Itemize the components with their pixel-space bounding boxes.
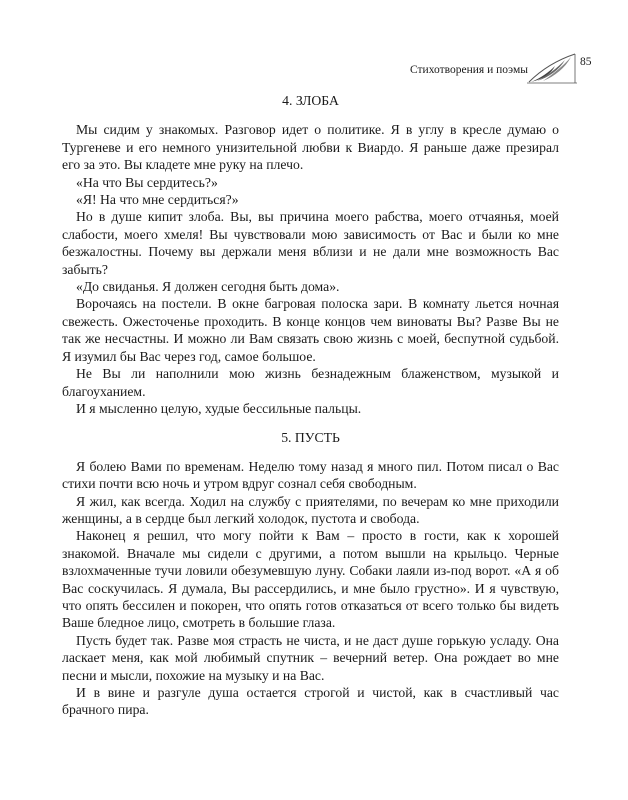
running-header xyxy=(410,52,600,92)
paragraph: Пусть будет так. Разве моя страсть не чиста, и не даст душе горькую усладу. Она ласкает меня, как мой любимый спутник – вечерний ветер. Она рождает во мне песни и мысли, похожие на музыку и на Вас. xyxy=(62,632,559,683)
paragraph: И в вине и разгуле душа остается строгой и чистой, как в счастливый час брачного пира. xyxy=(62,685,559,718)
paragraph: Ворочаясь на постели. В окне багровая полоска зари. В комнату льется ночная свежесть. Ожесточенье проходить. В конце концов чем виноваты Вы? Разве Вы не так же несчастны. И можно ли Вам связать свою жизнь с моей, беспутной судьбой. Я изумил бы Вас через год, самое большое. xyxy=(62,296,559,364)
page-content xyxy=(62,92,559,719)
paragraph: «На что Вы сердитесь?» xyxy=(76,174,218,190)
running-title: Стихотворения и поэмы xyxy=(410,64,528,76)
quill-pen-icon xyxy=(527,52,577,84)
paragraph: Наконец я решил, что могу пойти к Вам – просто в гости, как к хорошей знакомой. Вначале мы сидели с другими, а потом вышли на крыльцо. Черные взлохмаченные тучи ловили обезумевшую луну. Собаки лаяли из-под ворот. «А я об Вас соскучилась. Я думала, Вы рассердились, и мне было грустно». И я чувствую, что опять бессилен и покорен, что опять готов отказаться от всего только бы видеть Ваше бледное лицо, смотреть в большие глаза. xyxy=(62,528,559,631)
paragraph: Я болею Вами по временам. Неделю тому назад я много пил. Потом писал о Вас стихи почти всю ночь и утром вдруг сознал себя свободным. xyxy=(62,458,559,492)
paragraph: Но в душе кипит злоба. Вы, вы причина моего рабства, моего отчаянья, моей слабости, моего хмеля! Вы чувствовали мою зависимость от Вас и были ко мне безжалостны. Почему вы держали меня вблизи и не дали мне возможность Вас забыть? xyxy=(62,209,559,277)
section-title-zloba: 4. ЗЛОБА xyxy=(282,93,339,108)
paragraph: И я мысленно целую, худые бессильные пальцы. xyxy=(76,400,362,416)
paragraph: Я жил, как всегда. Ходил на службу с приятелями, по вечерам ко мне приходили женщины, а в сердце был легкий холодок, пустота и свобода. xyxy=(62,493,559,526)
section-title-pust: 5. ПУСТЬ xyxy=(281,430,340,446)
page-number: 85 xyxy=(580,56,592,68)
paragraph: Мы сидим у знакомых. Разговор идет о политике. Я в углу в кресле думаю о Тургеневе и его немного унизительной любви к Виардо. Я раньше даже презирал его за это. Вы кладете мне руку на плечо. xyxy=(62,122,559,173)
paragraph: Не Вы ли наполнили мою жизнь безнадежным блаженством, музыкой и благоуханием. xyxy=(62,366,559,399)
paragraph: «Я! На что мне сердиться?» xyxy=(76,192,239,208)
paragraph: «До свиданья. Я должен сегодня быть дома». xyxy=(76,279,340,295)
